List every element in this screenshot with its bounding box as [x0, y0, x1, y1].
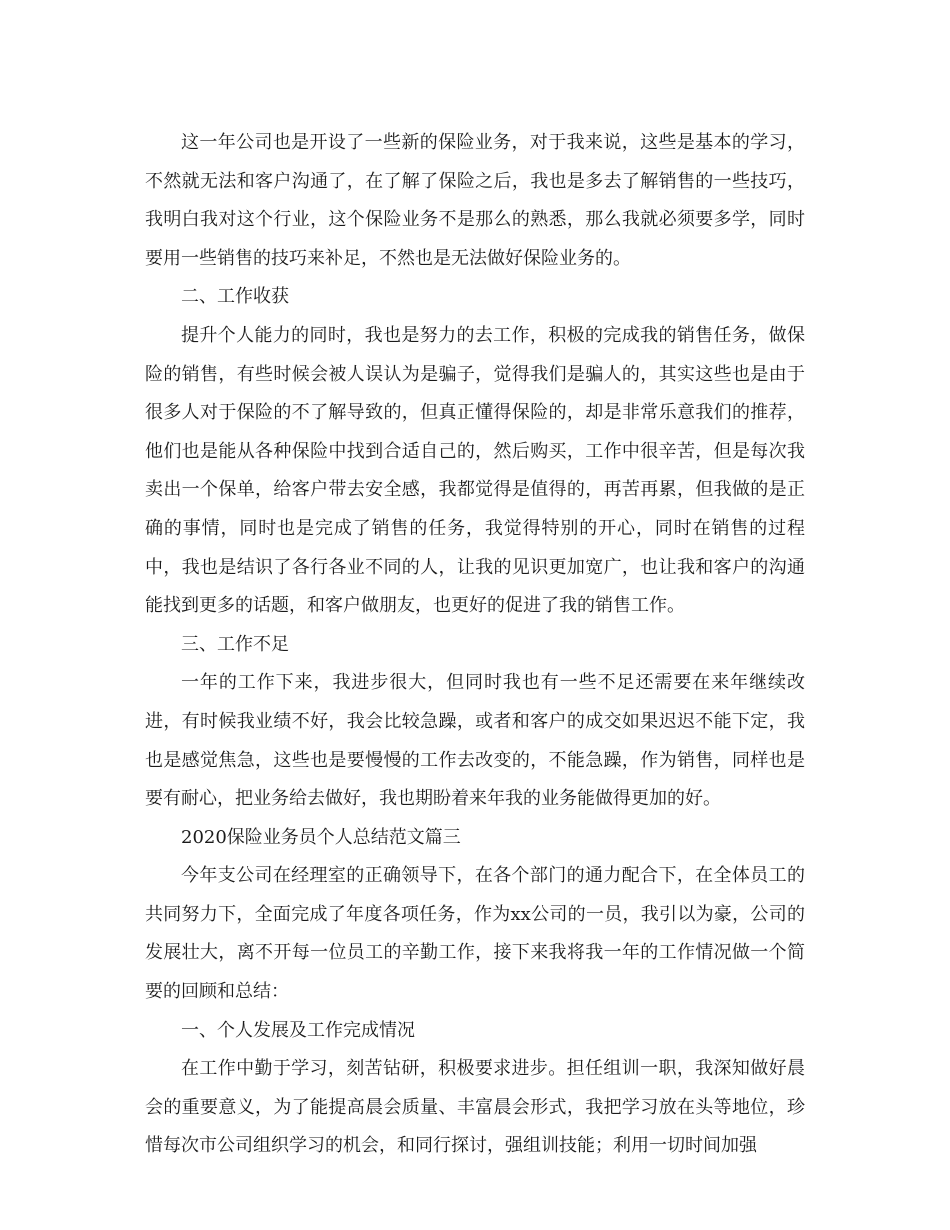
- body-paragraph-2: 提升个人能力的同时，我也是努力的去工作，积极的完成我的销售任务，做保险的销售，有些时候会被人误认为是骗子，觉得我们是骗人的，其实这些也是由于很多人对于保险的不了解导致的，但真正懂得保险的，却是非常乐意我们的推荐，他们也是能从各种保险中找到合适自己的，然后购买，工作中很辛苦，但是每次我卖出一个保单，给客户带去安全感，我都觉得是值得的，再苦再累，但我做的是正确的事情，同时也是完成了销售的任务，我觉得特别的开心，同时在销售的过程中，我也是结识了各行各业不同的人，让我的见识更加宽广，也让我和客户的沟通能找到更多的话题，和客户做朋友，也更好的促进了我的销售工作。: [145, 324, 805, 617]
- body-paragraph-3: 一年的工作下来，我进步很大，但同时我也有一些不足还需要在来年继续改进，有时候我业绩不好，我会比较急躁，或者和客户的成交如果迟迟不能下定，我也是感觉焦急，这些也是要慢慢的工作去改变的，不能急躁，作为销售，同样也是要有耐心，把业务给去做好，我也期盼着来年我的业务能做得更加的好。: [145, 672, 805, 810]
- section-heading-personal-development: 一、个人发展及工作完成情况: [181, 1019, 415, 1041]
- document-page: [145, 124, 805, 1166]
- article-title-part-three: 2020保险业务员个人总结范文篇三: [181, 826, 461, 848]
- body-paragraph-4: 今年支公司在经理室的正确领导下，在各个部门的通力配合下，在全体员工的共同努力下，全面完成了年度各项任务，作为xx公司的一员，我引以为豪，公司的发展壮大，离不开每一位员工的辛勤工作，接下来我将我一年的工作情况做一个简要的回顾和总结：: [145, 865, 805, 1003]
- body-paragraph-5: 在工作中勤于学习，刻苦钻研，积极要求进步。担任组训一职，我深知做好晨会的重要意义，为了能提高晨会质量、丰富晨会形式，我把学习放在头等地位，珍惜每次市公司组织学习的机会，和同行探讨，强组训技能；利用一切时间加强: [145, 1058, 805, 1157]
- body-paragraph-1: 这一年公司也是开设了一些新的保险业务，对于我来说，这些是基本的学习，不然就无法和客户沟通了，在了解了保险之后，我也是多去了解销售的一些技巧，我明白我对这个行业，这个保险业务不是那么的熟悉，那么我就必须要多学，同时要用一些销售的技巧来补足，不然也是无法做好保险业务的。: [145, 132, 805, 269]
- section-heading-shortcomings: 三、工作不足: [181, 633, 289, 655]
- section-heading-work-gains: 二、工作收获: [181, 286, 289, 308]
